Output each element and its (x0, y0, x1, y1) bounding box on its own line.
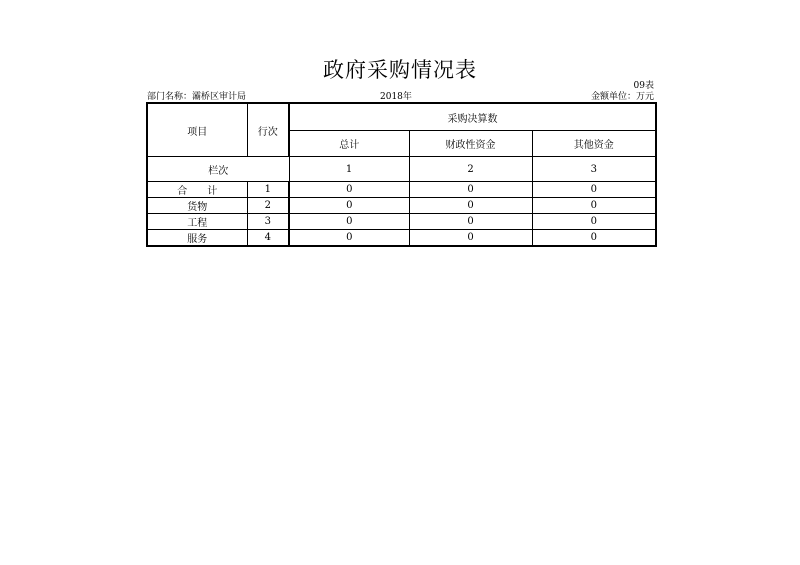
column-index-3: 3 (532, 157, 656, 182)
row-total: 0 (289, 198, 409, 214)
header-fiscal-funds: 财政性资金 (409, 131, 532, 157)
form-number: 09表 (633, 81, 654, 91)
column-index-2: 2 (409, 157, 532, 182)
row-fiscal: 0 (409, 182, 532, 198)
department-name: 部门名称：灞桥区审计局 (147, 92, 247, 102)
report-year: 2018年 (380, 92, 412, 102)
row-total: 0 (289, 214, 409, 230)
procurement-table (146, 102, 657, 247)
table-row (147, 198, 656, 214)
table-row (147, 214, 656, 230)
header-row-no: 行次 (247, 103, 289, 157)
row-name: 合 计 (147, 182, 247, 198)
table-row (147, 182, 656, 198)
table-row (147, 230, 656, 247)
row-fiscal: 0 (409, 198, 532, 214)
row-number: 2 (247, 198, 289, 214)
row-total: 0 (289, 182, 409, 198)
row-total: 0 (289, 230, 409, 247)
row-fiscal: 0 (409, 214, 532, 230)
row-other: 0 (532, 182, 656, 198)
column-index-label: 栏次 (147, 157, 289, 182)
column-index-1: 1 (289, 157, 409, 182)
row-fiscal: 0 (409, 230, 532, 247)
page-title: 政府采购情况表 (323, 58, 477, 82)
header-procurement-group: 采购决算数 (289, 103, 656, 131)
row-name: 货物 (147, 198, 247, 214)
row-other: 0 (532, 230, 656, 247)
amount-unit: 金额单位：万元 (590, 92, 654, 102)
header-other-funds: 其他资金 (532, 131, 656, 157)
header-total: 总计 (289, 131, 409, 157)
row-name: 服务 (147, 230, 247, 247)
row-other: 0 (532, 214, 656, 230)
row-name: 工程 (147, 214, 247, 230)
row-number: 3 (247, 214, 289, 230)
row-number: 4 (247, 230, 289, 247)
row-other: 0 (532, 198, 656, 214)
header-item: 项目 (147, 103, 247, 157)
row-number: 1 (247, 182, 289, 198)
